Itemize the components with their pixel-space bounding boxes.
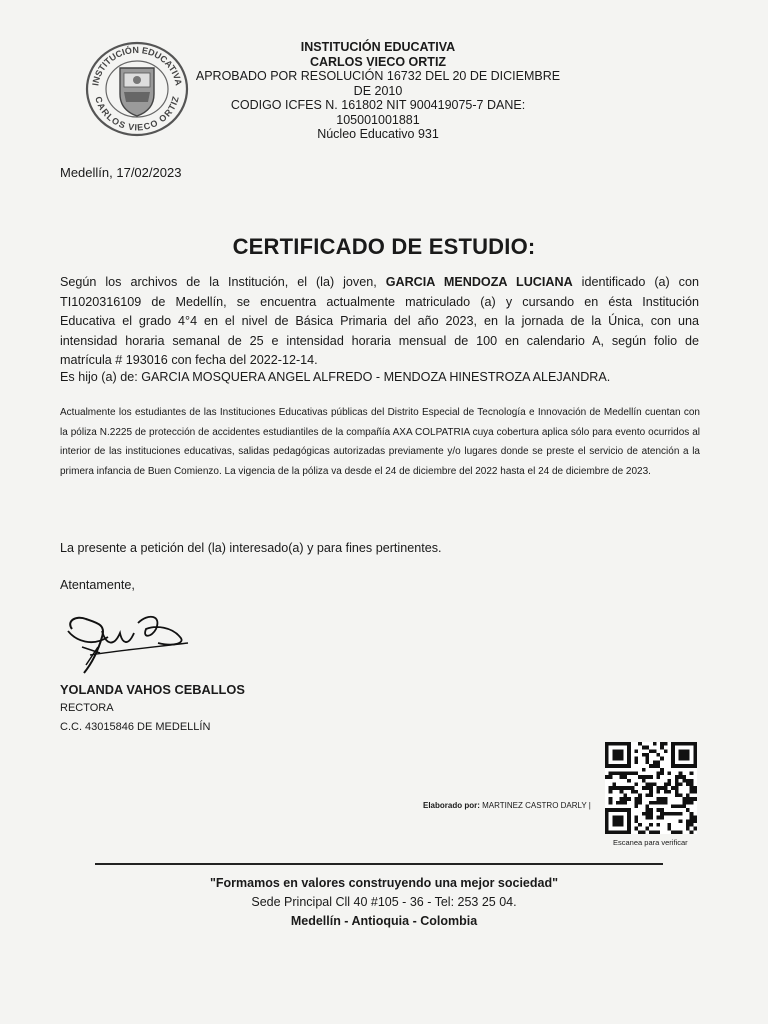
qr-caption: Escanea para verificar bbox=[613, 838, 688, 847]
prepared-by-label: Elaborado por: bbox=[423, 801, 480, 810]
verification-qr-code[interactable] bbox=[605, 742, 697, 834]
certificate-body bbox=[60, 273, 699, 371]
seal-ring-text-top: INSTITUCIÓN EDUCATIVA bbox=[90, 44, 184, 87]
insurance-notice: Actualmente los estudiantes de las Instituciones Educativas públicas del Distrito Especial de Tecnología e Innovación de Medellín cuentan con la póliza N.2225 de protección de accidentes estudiantiles de la compañía AXA COLPATRIA cuya cobertura aplica sólo para evento ocurridos al interior de las instituciones educativas, salidas pedagógicas autorizadas previamente y/o lugares donde se preste el servicio de atención a la primera infancia de Buen Comienzo. La vigencia de la póliza va desde el 24 de diciembre del 2022 hasta el 24 de diciembre de 2023. bbox=[60, 407, 700, 477]
prepared-by bbox=[423, 801, 591, 810]
footer-divider bbox=[95, 863, 663, 865]
footer-city: Medellín - Antioquia - Colombia bbox=[290, 914, 478, 928]
petition-line: La presente a petición del (la) interesado(a) y para fines pertinentes. bbox=[60, 541, 442, 555]
seal-ring-text-bottom: CARLOS VIECO ORTIZ bbox=[93, 95, 181, 133]
educational-nucleus: Núcleo Educativo 931 bbox=[317, 127, 439, 141]
institution-seal bbox=[84, 40, 190, 138]
student-name: GARCIA MENDOZA LUCIANA bbox=[385, 275, 573, 289]
body-line-4: intensidad horaria semanal de 25 e intensidad horaria mensual de 100 en calendario A, según folio de bbox=[60, 333, 699, 348]
body-line-2: TI1020316109 de Medellín, se encuentra actualmente matriculado (a) y cursando en ésta Institución bbox=[60, 294, 699, 309]
letterhead bbox=[188, 40, 568, 142]
body-line-3: Educativa el grado 4°4 en el nivel de Básica Primaria del año 2023, en la jornada de la Única, con una bbox=[60, 314, 699, 328]
footer-motto: "Formamos en valores construyendo una mejor sociedad" bbox=[209, 876, 559, 890]
issue-date: Medellín, 17/02/2023 bbox=[60, 165, 182, 180]
footer-address: Sede Principal Cll 40 #105 - 36 - Tel: 253 25 04. bbox=[251, 895, 517, 909]
codes-line2: 105001001881 bbox=[336, 112, 420, 127]
closing-salutation: Atentamente, bbox=[60, 578, 135, 592]
body-line-5: matrícula # 193016 con fecha del 2022-12-14. bbox=[60, 353, 318, 367]
codes-line1: CODIGO ICFES N. 161802 NIT 900419075-7 DANE: bbox=[230, 98, 526, 112]
institution-name-line2: CARLOS VIECO ORTIZ bbox=[309, 54, 447, 69]
prepared-by-name: MARTINEZ CASTRO DARLY | bbox=[482, 801, 591, 810]
body-line-1 bbox=[60, 273, 699, 293]
signer-name: YOLANDA VAHOS CEBALLOS bbox=[60, 682, 245, 697]
signer-role: RECTORA bbox=[60, 702, 114, 714]
approval-line2: DE 2010 bbox=[353, 83, 403, 98]
parents-line: Es hijo (a) de: GARCIA MOSQUERA ANGEL ALFREDO - MENDOZA HINESTROZA ALEJANDRA. bbox=[60, 370, 611, 384]
body-intro: Según los archivos de la Institución, el (la) joven, bbox=[60, 275, 377, 289]
handwritten-signature bbox=[62, 607, 202, 679]
body-line1-end: identificado (a) con bbox=[581, 275, 699, 289]
approval-line1: APROBADO POR RESOLUCIÓN 16732 DEL 20 DE DICIEMBRE bbox=[195, 69, 561, 83]
institution-name-line1: INSTITUCIÓN EDUCATIVA bbox=[300, 40, 456, 54]
signer-id: C.C. 43015846 DE MEDELLÍN bbox=[60, 721, 211, 733]
footer bbox=[0, 874, 768, 931]
document-title: CERTIFICADO DE ESTUDIO: bbox=[232, 234, 536, 259]
